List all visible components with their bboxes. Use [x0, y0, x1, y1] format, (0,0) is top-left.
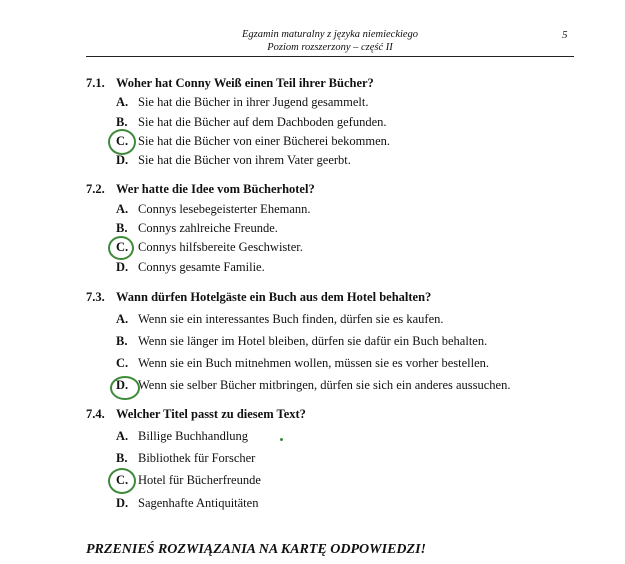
option-letter: D.	[116, 496, 129, 510]
question-7-1	[86, 76, 374, 91]
option-text: Sagenhafte Antiquitäten	[138, 496, 259, 510]
exam-header	[86, 28, 574, 54]
question-7-4	[86, 407, 306, 422]
option-text: Sie hat die Bücher in ihrer Jugend gesammelt.	[138, 95, 369, 109]
answer-circle-7-4	[108, 468, 136, 494]
option-letter: A.	[116, 429, 129, 443]
option-text: Bibliothek für Forscher	[138, 451, 256, 465]
option-letter: A.	[116, 312, 129, 326]
option-letter: B.	[116, 221, 128, 235]
option-7-1-c[interactable]	[116, 134, 390, 149]
option-7-3-c[interactable]	[116, 356, 489, 371]
option-7-3-a[interactable]	[116, 312, 444, 327]
option-7-3-b[interactable]	[116, 334, 487, 349]
question-number: 7.1.	[86, 76, 105, 90]
option-7-3-d[interactable]	[116, 378, 511, 393]
option-letter: B.	[116, 451, 128, 465]
option-7-4-c[interactable]	[116, 473, 261, 488]
option-text: Billige Buchhandlung	[138, 429, 249, 443]
option-letter: A.	[116, 95, 129, 109]
option-text: Hotel für Bücherfreunde	[138, 473, 261, 487]
page-number: 5	[562, 29, 568, 41]
option-text: Connys lesebegeisterter Ehemann.	[138, 202, 311, 216]
option-letter: C.	[116, 134, 129, 148]
pen-mark-dot	[280, 438, 283, 441]
option-letter: C.	[116, 356, 129, 370]
option-letter: D.	[116, 260, 129, 274]
question-number: 7.4.	[86, 407, 105, 421]
option-letter: B.	[116, 334, 128, 348]
option-7-4-d[interactable]	[116, 496, 258, 511]
answer-circle-7-3	[110, 376, 140, 400]
option-letter: D.	[116, 378, 129, 392]
option-7-2-a[interactable]	[116, 202, 311, 217]
option-text: Wenn sie ein Buch mitnehmen wollen, müssen sie es vorher bestellen.	[138, 356, 489, 370]
option-text: Wenn sie selber Bücher mitbringen, dürfen sie sich ein anderes aussuchen.	[138, 378, 511, 392]
option-text: Connys gesamte Familie.	[138, 260, 265, 274]
exam-title: Egzamin maturalny z języka niemieckiego	[241, 29, 419, 40]
answer-circle-7-2	[108, 236, 134, 260]
option-letter: C.	[116, 473, 129, 487]
option-7-1-d[interactable]	[116, 153, 351, 168]
option-text: Sie hat die Bücher auf dem Dachboden gefunden.	[138, 115, 387, 129]
exam-level: Poziom rozszerzony – część II	[267, 42, 393, 53]
option-letter: B.	[116, 115, 128, 129]
transfer-instruction: PRZENIEŚ ROZWIĄZANIA NA KARTĘ ODPOWIEDZI!	[86, 542, 426, 557]
question-text: Wer hatte die Idee vom Bücherhotel?	[116, 182, 315, 196]
option-text: Wenn sie ein interessantes Buch finden, dürfen sie es kaufen.	[138, 312, 444, 326]
option-text: Sie hat die Bücher von einer Bücherei bekommen.	[138, 134, 391, 148]
option-letter: D.	[116, 153, 129, 167]
option-text: Wenn sie länger im Hotel bleiben, dürfen sie dafür ein Buch behalten.	[138, 334, 488, 348]
question-text: Wann dürfen Hotelgäste ein Buch aus dem Hotel behalten?	[116, 290, 432, 304]
option-7-4-b[interactable]	[116, 451, 255, 466]
question-text: Woher hat Conny Weiß einen Teil ihrer Bücher?	[116, 76, 374, 90]
question-number: 7.2.	[86, 182, 105, 196]
question-7-3	[86, 290, 431, 305]
option-letter: A.	[116, 202, 129, 216]
option-7-1-a[interactable]	[116, 95, 369, 110]
option-letter: C.	[116, 240, 129, 254]
answer-circle-7-1	[108, 129, 136, 155]
option-7-2-d[interactable]	[116, 260, 265, 275]
option-7-4-a[interactable]	[116, 429, 248, 444]
option-7-2-c[interactable]	[116, 240, 303, 255]
option-text: Connys zahlreiche Freunde.	[138, 221, 278, 235]
question-7-2	[86, 182, 315, 197]
question-number: 7.3.	[86, 290, 105, 304]
option-7-1-b[interactable]	[116, 115, 387, 130]
option-text: Connys hilfsbereite Geschwister.	[138, 240, 303, 254]
option-text: Sie hat die Bücher von ihrem Vater geerbt.	[138, 153, 351, 167]
option-7-2-b[interactable]	[116, 221, 278, 236]
header-rule	[86, 56, 574, 57]
question-text: Welcher Titel passt zu diesem Text?	[116, 407, 306, 421]
